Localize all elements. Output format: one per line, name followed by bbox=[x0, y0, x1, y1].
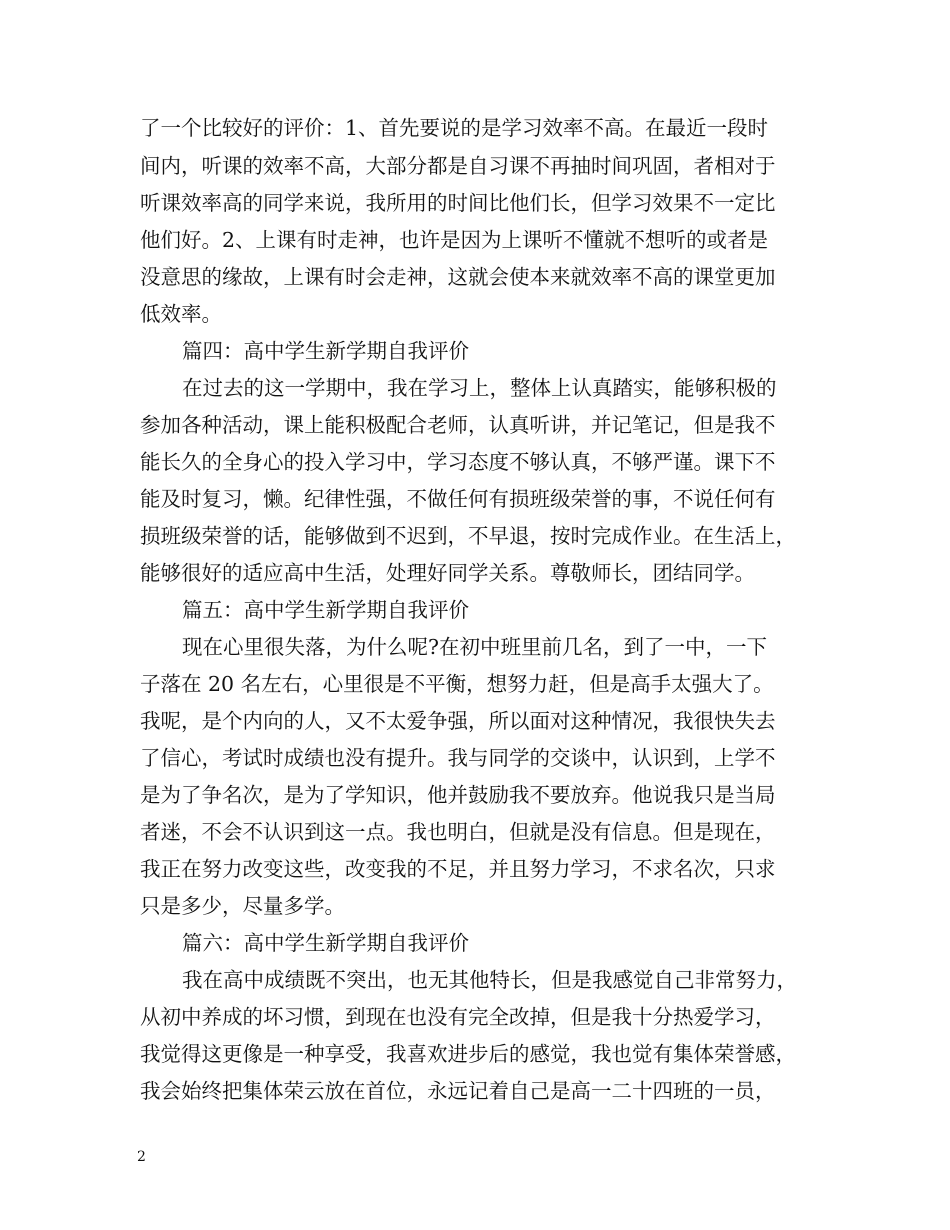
text-line: 我正在努力改变这些，改变我的不足，并且努力学习，不求名次，只求 bbox=[140, 857, 776, 881]
text-line: 我在高中成绩既不突出，也无其他特长，但是我感觉自己非常努力， bbox=[182, 968, 797, 992]
text-line: 我会始终把集体荣云放在首位，永远记着自己是高一二十四班的一员， bbox=[140, 1079, 776, 1103]
section-heading: 篇五：高中学生新学期自我评价 bbox=[182, 598, 469, 622]
text-line: 子落在 20 名左右，心里很是不平衡，想努力赶，但是高手太强大了。 bbox=[140, 672, 774, 696]
text-line: 在过去的这一学期中，我在学习上，整体上认真踏实，能够积极的 bbox=[182, 376, 777, 400]
text-line: 是为了争名次，是为了学知识，他并鼓励我不要放弃。他说我只是当局 bbox=[140, 783, 776, 807]
section-heading: 篇四：高中学生新学期自我评价 bbox=[182, 339, 469, 363]
text-line: 只是多少，尽量多学。 bbox=[140, 894, 345, 918]
text-line: 他们好。2、上课有时走神，也许是因为上课听不懂就不想听的或者是 bbox=[140, 228, 769, 252]
text-line: 我觉得这更像是一种享受，我喜欢进步后的感觉，我也觉有集体荣誉感， bbox=[140, 1042, 796, 1066]
text-line: 低效率。 bbox=[140, 302, 222, 326]
page-number: 2 bbox=[137, 1149, 146, 1165]
text-line: 者迷，不会不认识到这一点。我也明白，但就是没有信息。但是现在， bbox=[140, 820, 776, 844]
text-line: 我呢，是个内向的人，又不太爱争强，所以面对这种情况，我很快失去 bbox=[140, 709, 776, 733]
text-line: 能长久的全身心的投入学习中，学习态度不够认真，不够严谨。课下不 bbox=[140, 450, 776, 474]
text-line: 能够很好的适应高中生活，处理好同学关系。尊敬师长，团结同学。 bbox=[140, 561, 755, 585]
text-line: 现在心里很失落，为什么呢?在初中班里前几名，到了一中，一下 bbox=[182, 635, 767, 659]
text-line: 损班级荣誉的话，能够做到不迟到，不早退，按时完成作业。在生活上， bbox=[140, 524, 796, 548]
text-line: 间内，听课的效率不高，大部分都是自习课不再抽时间巩固，者相对于 bbox=[140, 154, 776, 178]
text-line: 从初中养成的坏习惯，到现在也没有完全改掉，但是我十分热爱学习， bbox=[140, 1005, 776, 1029]
section-heading: 篇六：高中学生新学期自我评价 bbox=[182, 931, 469, 955]
text-line: 能及时复习，懒。纪律性强，不做任何有损班级荣誉的事，不说任何有 bbox=[140, 487, 776, 511]
text-line: 了信心，考试时成绩也没有提升。我与同学的交谈中，认识到，上学不 bbox=[140, 746, 776, 770]
text-line: 听课效率高的同学来说，我所用的时间比他们长，但学习效果不一定比 bbox=[140, 191, 776, 215]
text-line: 没意思的缘故，上课有时会走神，这就会使本来就效率不高的课堂更加 bbox=[140, 265, 776, 289]
text-line: 了一个比较好的评价：1、首先要说的是学习效率不高。在最近一段时 bbox=[140, 116, 769, 140]
text-line: 参加各种活动，课上能积极配合老师，认真听讲，并记笔记，但是我不 bbox=[140, 413, 776, 437]
